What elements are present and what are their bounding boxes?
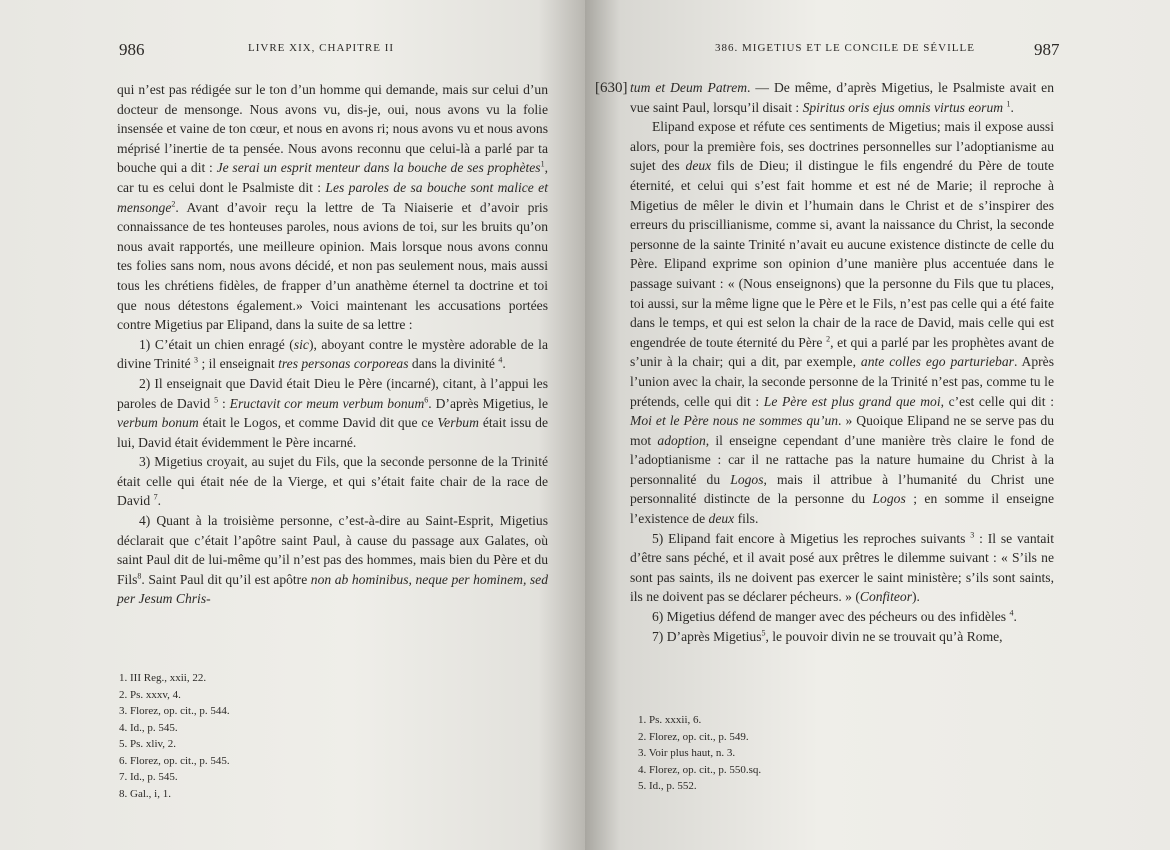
footnote: 6. Florez, op. cit., p. 545. — [119, 754, 230, 767]
paragraph: 2) Il enseignait que David était Dieu le Père (incarné), citant, à l’appui les paroles de David $^5$ : Eructavit cor meum verbum bonum$^6$. D’après Migetius, le verbum bonum était le Logos, et comme David dit que ce Verbum était issu de lui, David était évidemment le Père incarné. — [117, 375, 549, 450]
left-footnotes — [119, 670, 539, 802]
paragraph: qui n’est pas rédigée sur le ton d’un homme qui demande, mais sur celui d’un docteur de mensonge. Nous avons vu, dis-je, oui, nous avons vu la folie insensée et vaine de ton cœur, et nous en avons ri; nous avons vu et nous avons méprisé l’inertie de ta pensée. Nous avons reconnu que celui-là a parlé par ta bouche qui a dit : Je serai un esprit menteur dans la bouche de ses prophètes$^1$, car tu es celui dont le Psalmiste dit : Les paroles de sa bouche sont malice et mensonge$^2$. Avant d’avoir reçu la lettre de Ta Niaiserie et d’avoir pris connaissance de tes honteuses paroles, nous avions de toi, sur les bruits qu’on nous avait rapportés, une meilleure opinion. Mais lorsque nous avons connu tes folies sans nom, nous avons décidé, et non pas seulement nous, mais aussi tous les chrétiens fidèles, de frapper d’un anathème éternel ta doctrine et toi que nous détestons également.» Voici maintenant les accusations portées contre Migetius par Elipand, dans la suite de sa lettre : — [117, 82, 549, 333]
footnote: 8. Gal., i, 1. — [119, 787, 171, 800]
footnote: 3. Voir plus haut, n. 3. — [638, 747, 736, 759]
left-running-head: LIVRE XIX, CHAPITRE II — [248, 42, 395, 54]
paragraph: Elipand expose et réfute ces sentiments de Migetius; mais il expose aussi alors, pour la première fois, ses doctrines personnelles sur l’adoptianisme au sujet des deux fils de Dieu; il distingue le fils engendré du Père de toute éternité, et celui qui s’est fait homme et est né de Marie; il reproche à Migetius de mêler le divin et l’humain dans le Christ et de s’inspirer des erreurs du priscillianisme, comme si, avant la naissance du Christ, la seconde personne de la sainte Trinité n’avait eu aucune existence distincte de celle du Père. Elipand exprime son opinion d’une manière plus accentuée dans le passage suivant : « (Nous enseignons) que la personne du Fils que tu places, toi aussi, sur la même ligne que le Père et le Fils, n’est pas celle qui a été faite dans le temps, et qui est selon la chair de la race de David, mais celle qui est engendrée de toute éternité du Père $^2$, et qui a parlé par les prophètes avant de s’unir à la chair; qui a dit, par exemple, ante colles ego parturiebar. Après l’union avec la chair, la seconde personne de la Trinité n’est pas, comme tu le prétends, celle qui dit : Le Père est plus grand que moi, c’est celle qui dit : Moi et le Père nous ne sommes qu’un. » Quoique Elipand ne se serve pas du mot adoption, il enseigne cependant d’une manière très claire le fond de l’adoptianisme : car il ne rattache pas la nature humaine du Christ à la personnalité du Logos, mais il attribue à l’humanité du Christ une personnalité distincte de la personne du Logos ; en somme il enseigne l’existence de deux fils. — [630, 119, 1055, 527]
margin-note: [630] — [595, 80, 628, 96]
right-body-text — [630, 78, 1054, 646]
footnote: 1. Ps. xxxii, 6. — [638, 714, 702, 726]
footnote: 5. Ps. xliv, 2. — [119, 738, 177, 750]
footnote: 3. Florez, op. cit., p. 544. — [119, 705, 230, 717]
left-body-text — [117, 80, 548, 609]
paragraph: 3) Migetius croyait, au sujet du Fils, que la seconde personne de la Trinité était celle qui était née de la Vierge, et qui s’était faite chair de la race de David $^7$. — [117, 454, 548, 509]
paragraph: 1) C’était un chien enragé (sic), aboyant contre le mystère adorable de la divine Trinité $^3$ ; il enseignait tres personas corporeas dans la divinité $^4$. — [117, 336, 548, 372]
footnote: 2. Ps. xxxv, 4. — [119, 688, 181, 701]
footnote: 5. Id., p. 552. — [638, 780, 697, 792]
paragraph: 5) Elipand fait encore à Migetius les reproches suivants $^3$ : Il se vantait d’être sans péché, et il avait posé aux prêtres le dilemme suivant : « S’ils ne sont pas saints, ils ne doivent pas exercer le saint ministère; s’ils sont saints, ils ne doivent pas se déclarer pécheurs. » (Confiteor). — [630, 530, 1054, 605]
paragraph: 4) Quant à la troisième personne, c’est-à-dire au Saint-Esprit, Migetius déclarait que c’était l’apôtre saint Paul, à cause du passage aux Galates, où saint Paul dit de lui-même qu’il n’est pas des hommes, mais bien du Père et du Fils$^8$. Saint Paul dit qu’il est apôtre non ab hominibus, neque per hominem, sed per Jesum Chris- — [117, 513, 548, 607]
footnote: 1. III Reg., xxii, 22. — [119, 672, 207, 684]
left-page-number: 986 — [119, 40, 145, 59]
paragraph: 6) Migetius défend de manger avec des pécheurs ou des infidèles $^4$. — [652, 608, 1017, 625]
right-page-number: 987 — [1034, 40, 1060, 59]
footnote: 2. Florez, op. cit., p. 549. — [638, 730, 749, 743]
right-footnotes — [638, 712, 1048, 795]
footnote: 4. Id., p. 545. — [119, 721, 178, 734]
right-page — [585, 0, 1170, 850]
footnote: 7. Id., p. 545. — [119, 771, 178, 783]
footnote: 4. Florez, op. cit., p. 550.sq. — [638, 763, 762, 776]
paragraph: tum et Deum Patrem. — De même, d’après Migetius, le Psalmiste avait en vue saint Paul, lorsqu’il disait : Spiritus oris ejus omnis virtus eorum $^1$. — [630, 80, 1055, 115]
paragraph: 7) D’après Migetius$^5$, le pouvoir divin ne se trouvait qu’à Rome, — [652, 628, 1003, 644]
right-running-head: 386. MIGETIUS ET LE CONCILE DE SÉVILLE — [715, 42, 975, 54]
